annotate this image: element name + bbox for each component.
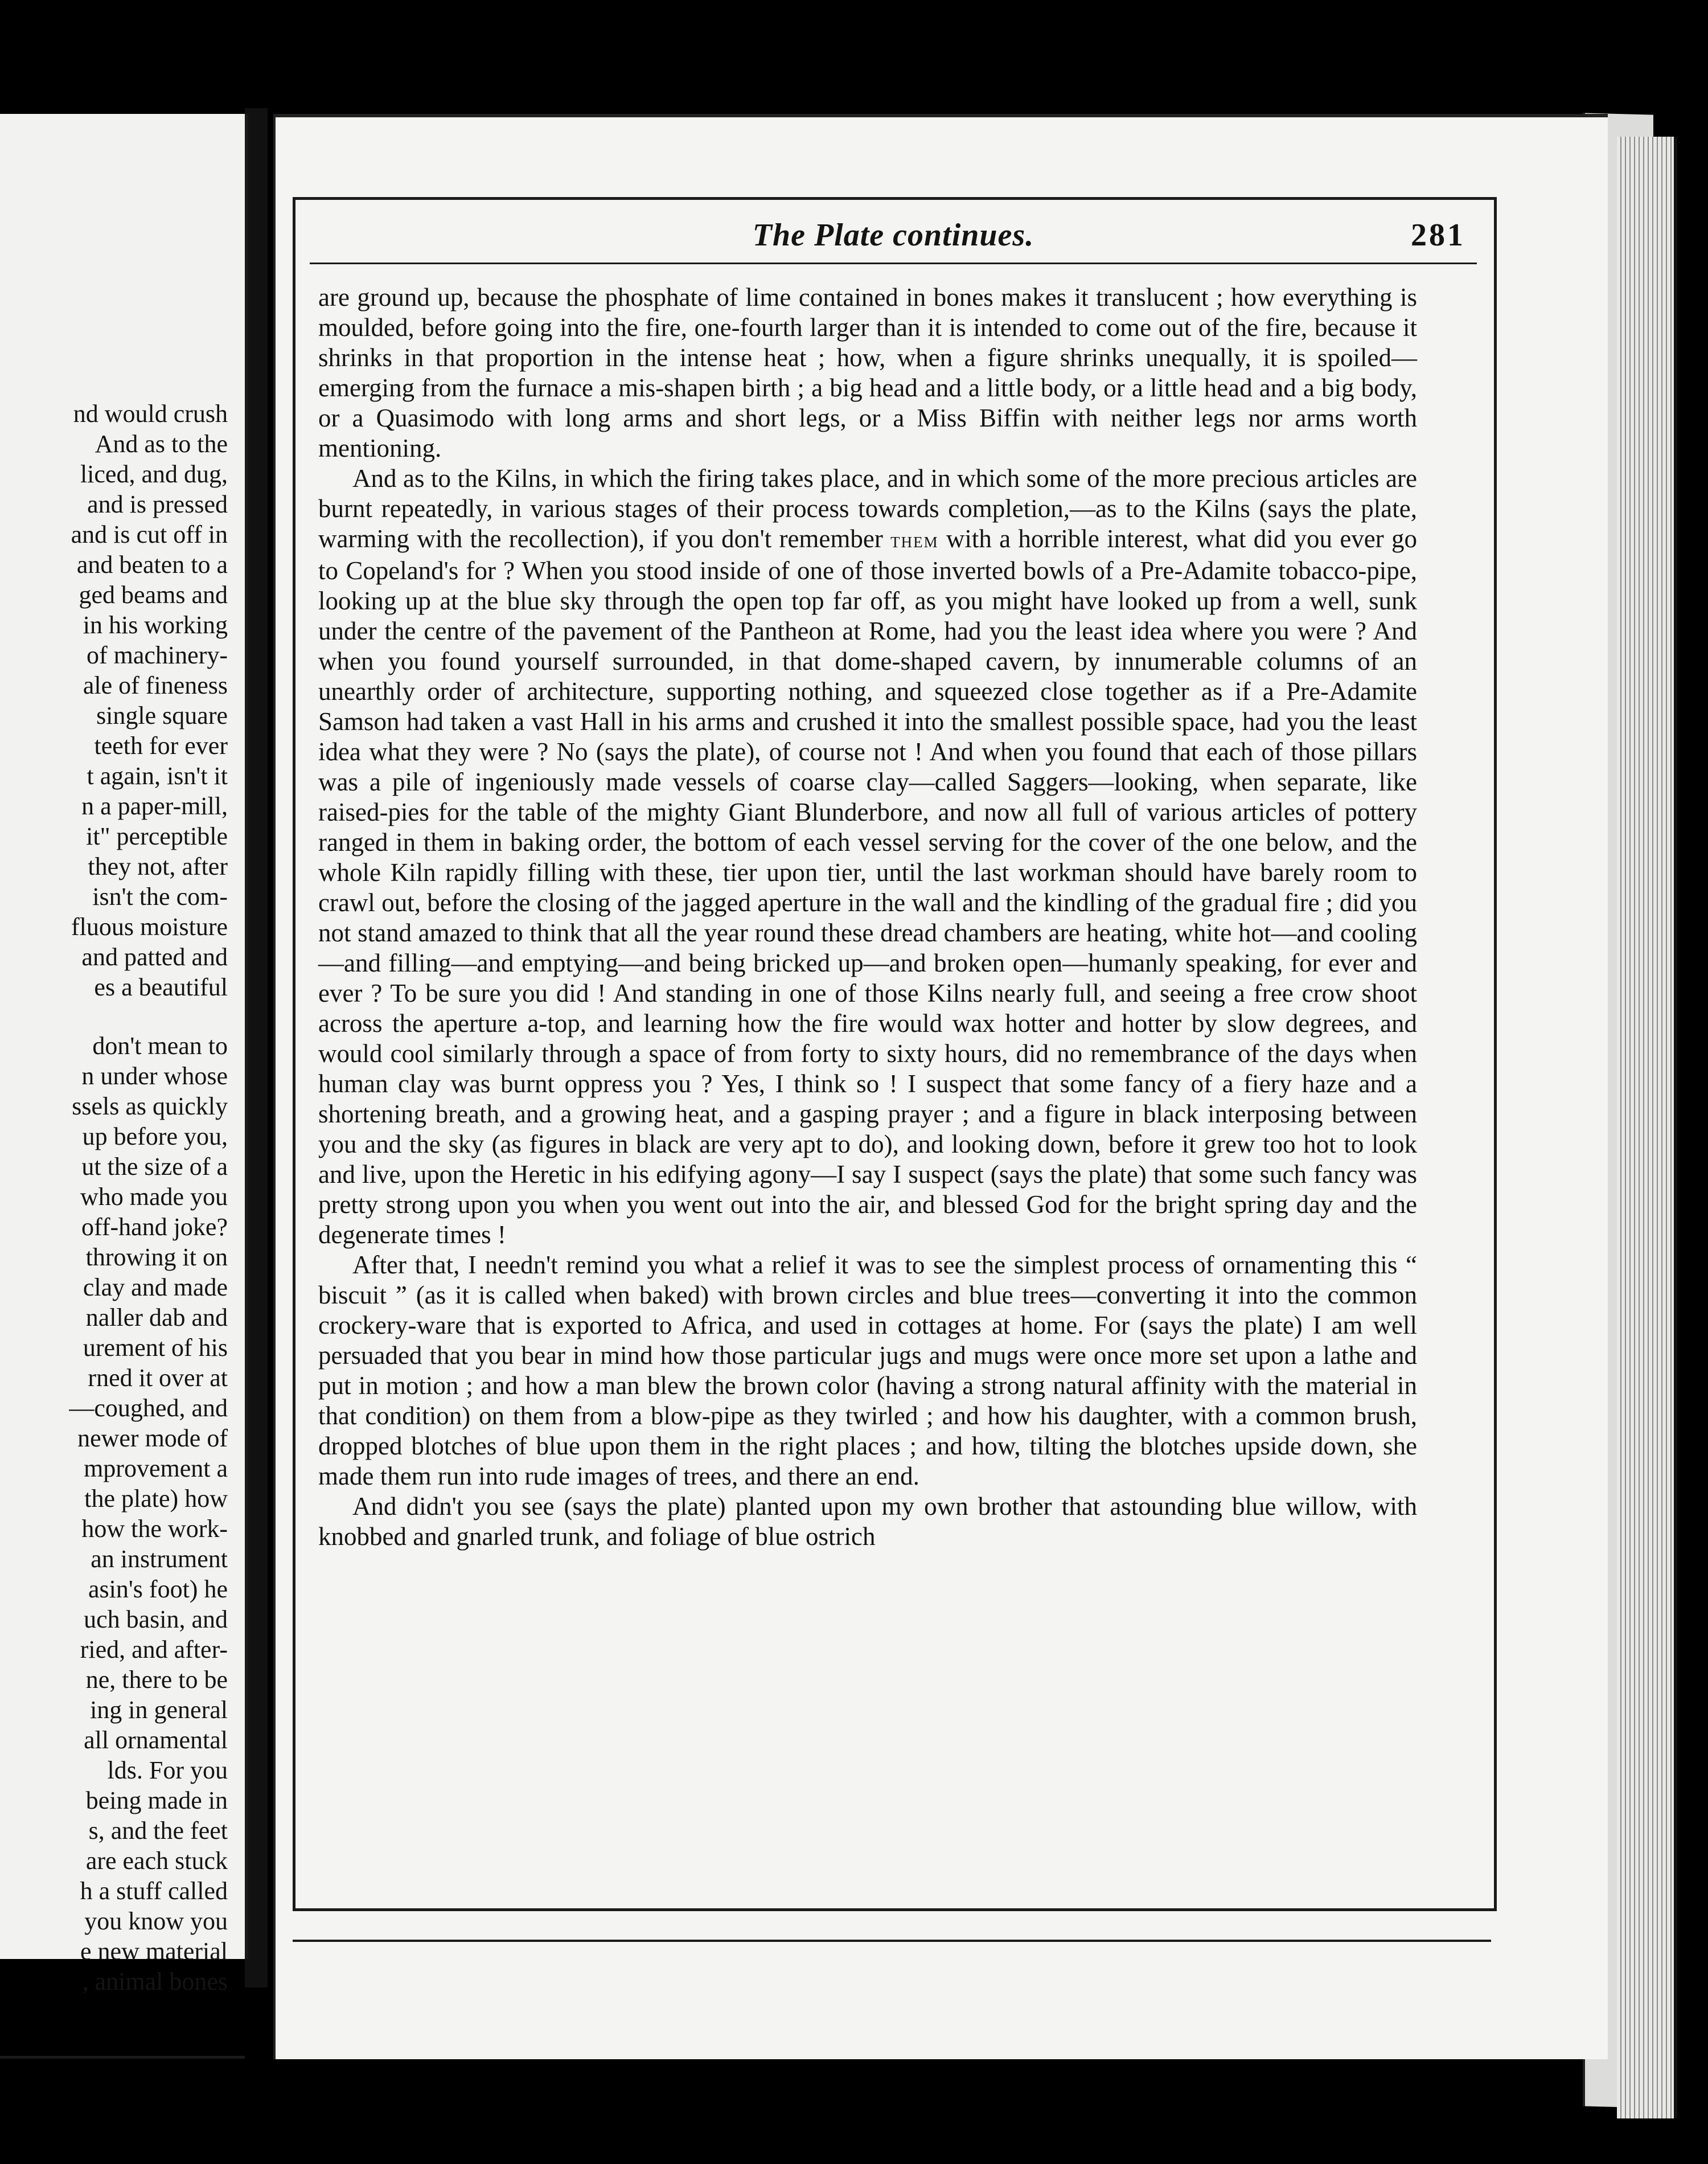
left-page-line: ged beams and xyxy=(79,581,228,609)
left-page-line: and patted and xyxy=(81,943,228,971)
left-page-line: in his working xyxy=(83,611,228,639)
paragraph-2-part-a: And as to the Kilns, in which the firing takes place, and in which some of the more precious articles are burnt repeatedly, in various stages of their process towards completion,—as to the Kilns (says the plate, warming with the recollection), if you don't remember xyxy=(318,464,1417,553)
book-page-stack xyxy=(1617,137,1677,2118)
paragraph-4: And didn't you see (says the plate) planted upon my own brother that astounding blue willow, with knobbed and gnarled trunk, and foliage of blue ostrich xyxy=(318,1492,1417,1551)
left-page-line: of machinery- xyxy=(87,641,228,669)
page-body xyxy=(318,282,1417,1552)
left-page-line: newer mode of xyxy=(77,1424,228,1452)
left-page-line: don't mean to xyxy=(92,1032,228,1060)
left-page-line: you know you xyxy=(84,1907,228,1935)
left-page-line: clay and made xyxy=(83,1273,228,1301)
left-page-line: isn't the com- xyxy=(92,883,228,911)
page-bottom-rule xyxy=(293,1940,1491,1942)
page-number: 281 xyxy=(1411,218,1465,253)
left-page-line: s, and the feet xyxy=(88,1817,228,1845)
left-page-line: lds. For you xyxy=(107,1756,228,1784)
running-head xyxy=(310,217,1477,268)
paragraph-1: are ground up, because the phosphate of lime contained in bones makes it translucent ; how everything is moulded, before going into the fire, one-fourth larger than it is intended to come out of the fire, because it shrinks in that proportion in the intense heat ; how, when a figure shrinks unequally, it is spoiled—emerging from the furnace a mis-shapen birth ; a big head and a little body, or a little head and a big body, or a Quasimodo with long arms and short legs, or a Miss Biffin with neither legs nor arms worth mentioning. xyxy=(318,283,1417,462)
left-page-line: urement of his xyxy=(83,1334,228,1362)
left-page-line: up before you, xyxy=(82,1122,228,1150)
left-page-line: teeth for ever xyxy=(94,732,228,760)
left-page-line: h a stuff called xyxy=(80,1877,228,1905)
left-page-line: ing in general xyxy=(90,1696,228,1724)
paragraph-3: After that, I needn't remind you what a relief it was to see the simplest process of ornamenting this “ biscuit ” (as it is called when baked) with brown circles and blue trees—converting it into the common crockery-ware that is exported to Africa, and used in cottages at home. For (says the plate) I am well persuaded that you bear in mind how those particular jugs and mugs were once more set upon a lathe and put in motion ; and how a man blew the brown color (having a strong natural affinity with the material in that condition) on them from a blow-pipe as they twirled ; and how his daughter, with a common brush, dropped blotches of blue upon them in the right places ; and how, tilting the blotches upside down, she made them run into rude images of trees, and there an end. xyxy=(318,1251,1417,1490)
left-page-line: , animal bones xyxy=(82,1968,228,1995)
left-page-line: liced, and dug, xyxy=(80,460,228,488)
header-rule xyxy=(310,263,1477,264)
left-page-line: fluous moisture xyxy=(71,913,228,941)
left-page-line: an instrument xyxy=(91,1545,228,1573)
left-page-line: and is pressed xyxy=(87,490,228,518)
left-page-line: rned it over at xyxy=(88,1364,228,1392)
left-page-line: and beaten to a xyxy=(76,551,228,579)
left-page-line: being made in xyxy=(85,1786,228,1814)
left-page-line: off-hand joke? xyxy=(81,1213,228,1241)
left-page-line: the plate) how xyxy=(84,1485,228,1513)
left-page-line: throwing it on xyxy=(85,1243,228,1271)
left-page-line: asin's foot) he xyxy=(88,1575,228,1603)
left-page-line: uch basin, and xyxy=(84,1605,228,1633)
left-page-line: es a beautiful xyxy=(94,973,228,1001)
left-page-line: ut the size of a xyxy=(81,1153,228,1181)
left-page-bottom-rule xyxy=(0,2056,245,2059)
running-title: The Plate continues. xyxy=(752,218,1034,253)
left-page-line: naller dab and xyxy=(85,1304,228,1331)
left-page-line: who made you xyxy=(80,1183,228,1211)
left-page-line: —coughed, and xyxy=(69,1394,228,1422)
left-page-line: e new material xyxy=(80,1937,228,1965)
page-gutter-shadow xyxy=(245,108,268,1987)
left-page-line: nd would crush xyxy=(73,400,228,428)
left-page-line: single square xyxy=(96,702,228,729)
left-page-line: mprovement a xyxy=(84,1454,228,1482)
left-page-line: and is cut off in xyxy=(71,520,228,548)
left-page-line: ssels as quickly xyxy=(72,1092,228,1120)
left-page-fragment xyxy=(0,114,248,1995)
left-page-line: ale of fineness xyxy=(83,671,228,699)
left-page-line: n a paper-mill, xyxy=(81,792,228,820)
paragraph-2-emphasis: them xyxy=(890,528,939,552)
left-page-line: are each stuck xyxy=(85,1847,228,1875)
left-page-line: ried, and after- xyxy=(80,1636,228,1663)
left-page-line: t again, isn't it xyxy=(87,762,228,790)
left-page-line: all ornamental xyxy=(84,1726,228,1754)
left-page-line: ne, there to be xyxy=(85,1666,228,1694)
left-page-line: n under whose xyxy=(81,1062,228,1090)
paragraph-2-part-b: with a horrible interest, what did you ever go to Copeland's for ? When you stood inside of one of those inverted bowls of a Pre-Adamite tobacco-pipe, looking up at the blue sky through the open top far off, as you might have looked up from a well, sunk under the centre of the pavement of the Pantheon at Rome, had you the least idea where you were ? And when you found yourself surrounded, in that dome-shaped cavern, by innumerable columns of an unearthly order of architecture, supporting nothing, and squeezed close together as if a Pre-Adamite Samson had taken a vast Hall in his arms and crushed it into the smallest possible space, had you the least idea what they were ? No (says the plate), of course not ! And when you found that each of those pillars was a pile of ingeniously made vessels of coarse clay—called Saggers—looking, when separate, like raised-pies for the table of the mighty Giant Blunderbore, and now all full of various articles of pottery ranged in them in baking order, the bottom of each vessel serving for the cover of the one below, and the whole Kiln rapidly filling with these, tier upon tier, until the last workman should have barely room to crawl out, before the closing of the jagged aperture in the wall and the kindling of the gradual fire ; did you not stand amazed to think that all the year round these dread chambers are heating, white hot—and cooling—and filling—and emptying—and being bricked up—and broken open—humanly speaking, for ever and ever ? To be sure you did ! And standing in one of those Kilns nearly full, and seeing a free crow shoot across the aperture a-top, and learning how the fire would wax hotter and hotter by slow degrees, and would cool similarly through a space of from forty to sixty hours, did no remembrance of the days when human clay was burnt oppress you ? Yes, I think so ! I suspect that some fancy of a fiery haze and a shortening breath, and a growing heat, and a gasping prayer ; and a figure in black interposing between you and the sky (as figures in black are very apt to do), and looking down, before it grew too hot to look and live, upon the Heretic in his edifying agony—I say I suspect (says the plate) that some such fancy was pretty strong upon you when you went out into the air, and blessed God for the bright spring day and the degenerate times ! xyxy=(318,524,1418,1249)
left-page-line: And as to the xyxy=(95,430,228,458)
left-page-line: how the work- xyxy=(81,1515,228,1543)
left-page-line: it" perceptible xyxy=(86,822,228,850)
paragraph-2 xyxy=(318,464,1417,1250)
left-page-text-column xyxy=(0,399,228,1997)
left-page-line xyxy=(0,1002,228,1031)
left-page-line: they not, after xyxy=(88,853,228,880)
right-page xyxy=(273,114,1608,2059)
